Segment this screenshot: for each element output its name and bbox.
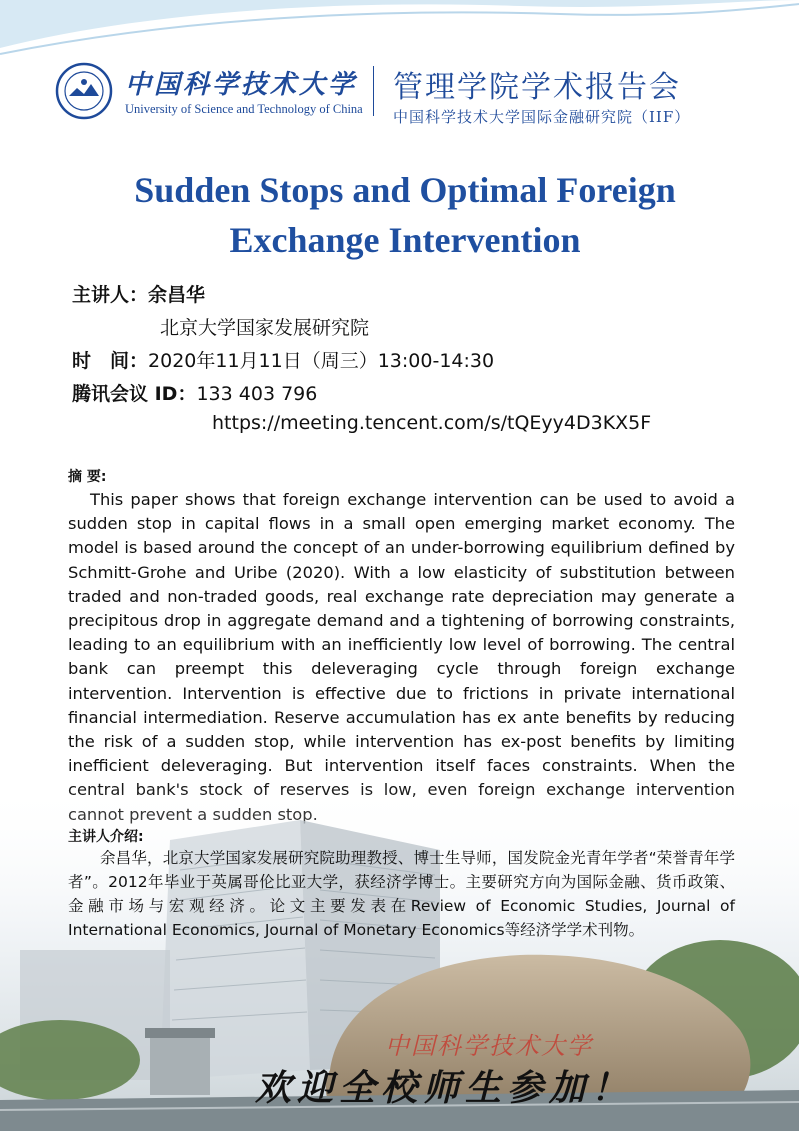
- speaker-name: 余昌华: [148, 284, 206, 306]
- university-name-cn: 中国科学技术大学: [125, 70, 358, 100]
- talk-title-line-2: Exchange Intervention: [229, 220, 581, 260]
- time-row: [72, 346, 494, 373]
- meeting-label: 腾讯会议 ID：: [72, 383, 197, 405]
- time-label: 时 间：: [72, 350, 149, 372]
- welcome-banner: 欢迎全校师生参加！: [255, 1067, 634, 1109]
- abstract-label: 摘 要:: [68, 469, 107, 485]
- bio-label: 主讲人介绍:: [68, 829, 144, 845]
- meeting-url[interactable]: https://meeting.tencent.com/s/tQEyy4D3KX5F: [212, 412, 652, 434]
- report-series-subtitle: 中国科学技术大学国际金融研究院（IIF）: [393, 108, 691, 126]
- speaker-affiliation: 北京大学国家发展研究院: [160, 317, 370, 339]
- meeting-row: [72, 379, 317, 406]
- talk-title-line-1: Sudden Stops and Optimal Foreign: [134, 170, 676, 210]
- header-swoosh: [0, 0, 799, 60]
- header-divider: [373, 66, 374, 116]
- university-name-en: University of Science and Technology of China: [125, 102, 363, 116]
- logo-header: [55, 62, 755, 132]
- report-series-title: 管理学院学术报告会: [393, 70, 681, 105]
- speaker-row: [72, 280, 205, 307]
- rock-inscription: 中国科学技术大学: [385, 1032, 593, 1060]
- university-seal-icon: [55, 62, 113, 120]
- bio-text: 余昌华，北京大学国家发展研究院助理教授、博士生导师，国发院金光青年学者“荣誉青年学者”。2012年毕业于英属哥伦比亚大学，获经济学博士。主要研究方向为国际金融、货币政策、金融市场与宏观经济。论文主要发表在Review of Economic Studies, Journal of International Economics, Journal of Monetary Economics等经济学学术刊物。: [68, 849, 735, 939]
- time-value: 2020年11月11日（周三）13:00-14:30: [148, 350, 495, 372]
- speaker-label: 主讲人：: [72, 284, 149, 306]
- talk-title: [60, 165, 750, 265]
- abstract-text: This paper shows that foreign exchange intervention can be used to avoid a sudden stop in capital flows in a small open emerging market economy. The model is based around the concept of an under-borrowing equilibrium defined by Schmitt-Grohe and Uribe (2020). With a low elasticity of substitution between traded and non-traded goods, real exchange rate depreciation may generate a precipitous drop in aggregate demand and a tightening of borrowing constraints, leading to an equilibrium with an inefficiently low level of borrowing. The central bank can preempt this deleveraging cycle through foreign exchange intervention. Intervention is effective due to frictions in private international financial intermediation. Reserve accumulation has ex ante benefits by reducing the risk of a sudden stop, while intervention has ex-post benefits by limiting inefficient deleveraging. But intervention itself faces constraints. When the: [68, 490, 735, 776]
- meeting-id: 133 403 796: [196, 383, 318, 405]
